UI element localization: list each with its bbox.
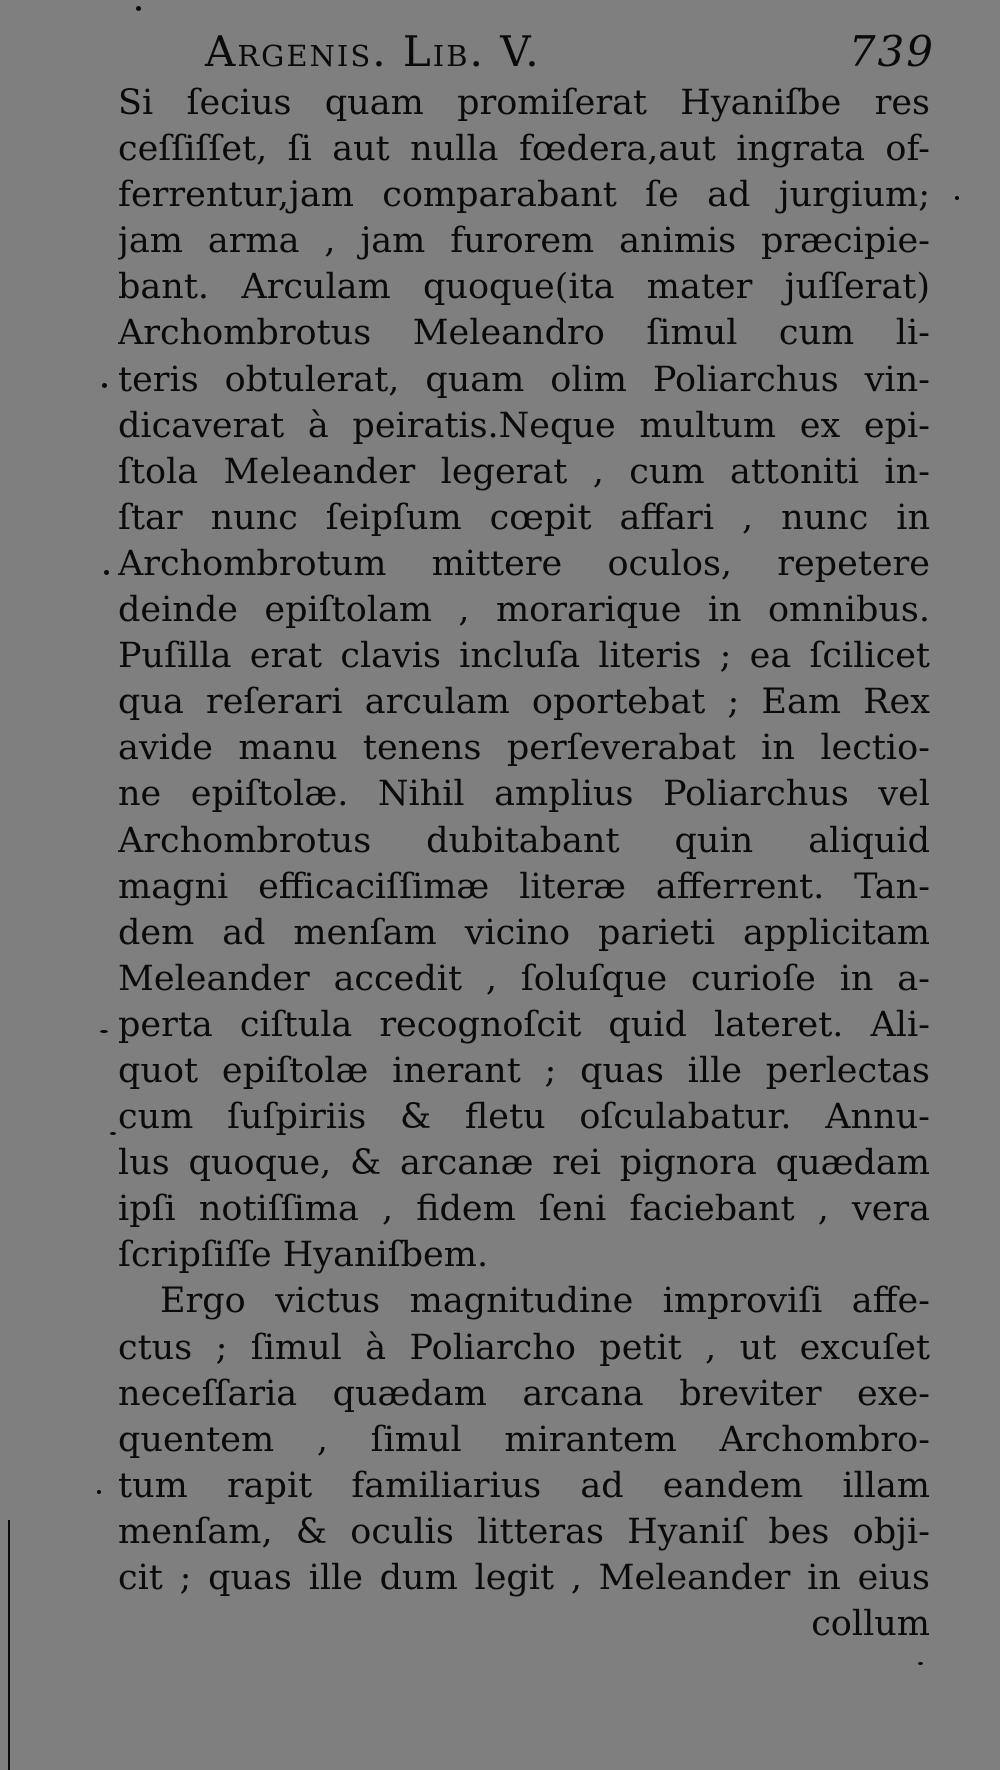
text-line: avide manu tenens perſeverabat in lectio- (118, 728, 930, 769)
text-line: magni efficaciſſimæ literæ afferrent. Tan- (118, 866, 930, 907)
text-line: ne epiſtolæ. Nihil amplius Poliarchus vel (118, 774, 930, 815)
scan-margin-rule (8, 1520, 10, 1770)
text-line: qua reſerari arculam oportebat ; Eam Rex (118, 682, 930, 723)
text-line: bant. Arculam quoque(ita mater juſſerat) (118, 267, 930, 308)
text-line: perta ciſtula recognoſcit quid lateret. Ali- (118, 1004, 930, 1045)
catchword: collum (811, 1604, 930, 1645)
scan-speck (136, 6, 141, 11)
scan-speck (955, 196, 959, 200)
text-line: ſcripſiſſe Hyaniſbem. (118, 1235, 489, 1276)
scan-speck (110, 1132, 116, 1135)
text-line: ipſi notiſſima , fidem ſeni faciebant , vera (118, 1189, 930, 1230)
text-line: deinde epiſtolam , morarique in omnibus. (118, 590, 930, 631)
text-line: menſam, & oculis litteras Hyaniſ bes obji- (118, 1511, 930, 1552)
scan-speck (100, 1030, 108, 1033)
text-line: cum ſuſpiriis & fletu oſculabatur. Annu- (118, 1097, 930, 1138)
text-line: Archombrotus Meleandro ſimul cum li- (118, 313, 930, 354)
text-line: ctus ; ſimul à Poliarcho petit , ut excuſet (118, 1327, 930, 1368)
scan-speck (104, 570, 109, 575)
text-line: ſtar nunc ſeipſum cœpit affari , nunc in (118, 497, 930, 538)
running-head (205, 22, 935, 82)
text-line: Meleander accedit , ſoluſque curioſe in a- (118, 958, 930, 999)
text-line: lus quoque, & arcanæ rei pignora quædam (118, 1143, 930, 1184)
text-line: Archombrotus dubitabant quin aliquid (118, 820, 930, 861)
text-line: quot epiſtolæ inerant ; quas ille perlectas (118, 1050, 930, 1091)
scan-speck (102, 383, 107, 388)
text-line: ſtola Meleander legerat , cum attoniti in- (118, 451, 930, 492)
text-line: cit ; quas ille dum legit , Meleander in eius (118, 1558, 930, 1598)
scan-speck (918, 1662, 923, 1665)
text-line: ceſſiſſet, ſi aut nulla fœdera,aut ingrata of- (118, 129, 930, 170)
running-title: Argenis. Lib. V. (205, 27, 541, 76)
text-line: Archombrotum mittere oculos, repetere (118, 543, 930, 584)
text-line: tum rapit familiarius ad eandem illam (118, 1465, 930, 1506)
text-line: dicaverat à peiratis.Neque multum ex epi- (118, 405, 930, 446)
text-line: teris obtulerat, quam olim Poliarchus vin- (118, 359, 930, 400)
text-line: quentem , ſimul mirantem Archombro- (118, 1419, 930, 1460)
text-line: ferrentur,jam comparabant ſe ad jurgium; (118, 175, 930, 216)
text-line: neceſſaria quædam arcana breviter exe- (118, 1373, 930, 1414)
text-line: jam arma , jam furorem animis præcipie- (118, 221, 930, 262)
text-line: Puſilla erat clavis incluſa literis ; ea ſcilicet (118, 636, 930, 677)
text-line: Ergo victus magnitudine improviſi affe- (160, 1281, 930, 1322)
scan-speck (97, 1490, 101, 1494)
text-line: dem ad menſam vicino parieti applicitam (118, 912, 930, 953)
body-text (118, 80, 930, 1647)
text-line: Si ſecius quam promiſerat Hyaniſbe res (118, 83, 930, 123)
page-number: 739 (848, 27, 935, 76)
